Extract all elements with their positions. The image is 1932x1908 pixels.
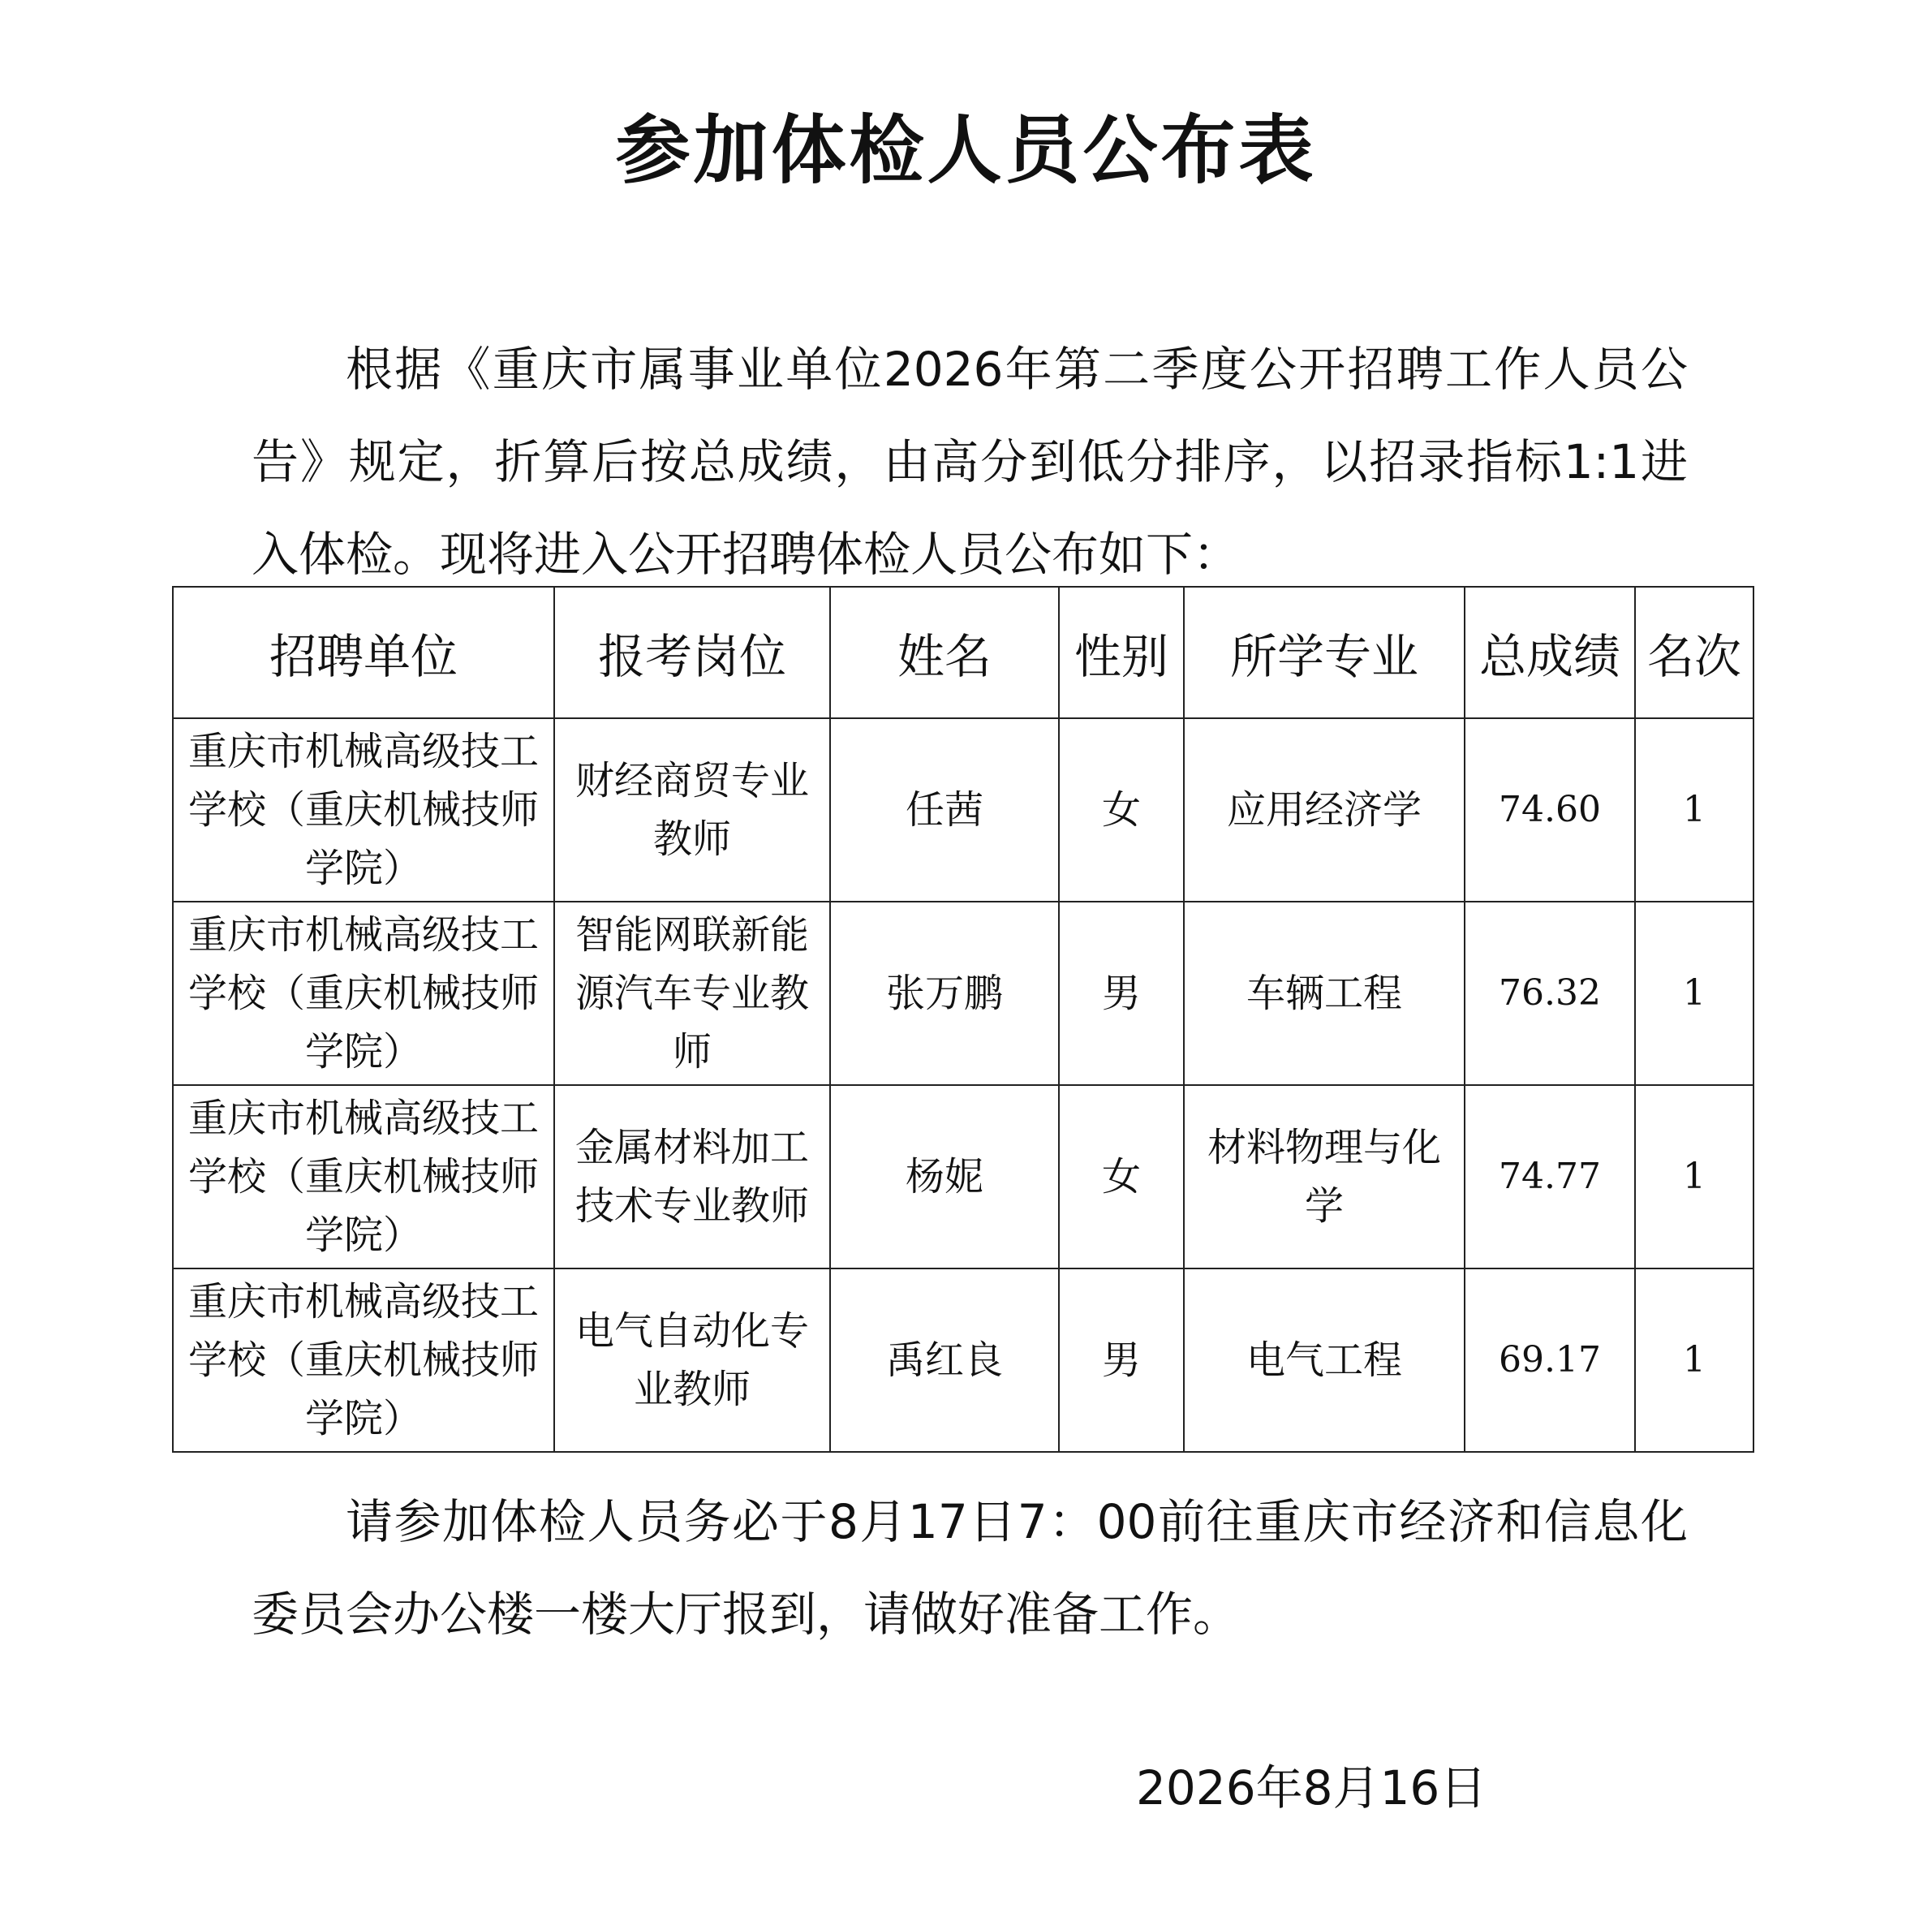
header-position: 报考岗位: [554, 587, 830, 718]
cell-position: 财经商贸专业教师: [554, 718, 830, 902]
publish-date: 2026年8月16日: [1136, 1760, 1487, 1815]
cell-position: 电气自动化专业教师: [554, 1268, 830, 1452]
cell-unit: 重庆市机械高级技工学校（重庆机械技师学院）: [173, 902, 554, 1085]
cell-rank: 1: [1635, 902, 1753, 1085]
intro-paragraph: 根据《重庆市属事业单位2026年第二季度公开招聘工作人员公告》规定，折算后按总成绩，由高分到低分排序，以招录指标1:1进入体检。现将进入公开招聘体检人员公布如下：: [252, 342, 1688, 582]
table-row: [173, 718, 1753, 902]
cell-rank: 1: [1635, 1268, 1753, 1452]
table-header-row: [173, 587, 1753, 718]
cell-position: 智能网联新能源汽车专业教师: [554, 902, 830, 1085]
cell-major: 材料物理与化学: [1184, 1085, 1465, 1268]
header-rank: 名次: [1635, 587, 1753, 718]
cell-position: 金属材料加工技术专业教师: [554, 1085, 830, 1268]
cell-gender: 男: [1059, 902, 1184, 1085]
cell-major: 应用经济学: [1184, 718, 1465, 902]
table-row: [173, 1268, 1753, 1452]
cell-rank: 1: [1635, 718, 1753, 902]
cell-score: 76.32: [1465, 902, 1635, 1085]
header-major: 所学专业: [1184, 587, 1465, 718]
cell-unit: 重庆市机械高级技工学校（重庆机械技师学院）: [173, 1085, 554, 1268]
cell-score: 74.60: [1465, 718, 1635, 902]
cell-name: 张万鹏: [830, 902, 1059, 1085]
header-name: 姓名: [830, 587, 1059, 718]
cell-major: 车辆工程: [1184, 902, 1465, 1085]
medical-exam-table: [172, 586, 1754, 1453]
cell-gender: 女: [1059, 718, 1184, 902]
cell-name: 禹红良: [830, 1268, 1059, 1452]
notice-paragraph: 请参加体检人员务必于8月17日7：00前往重庆市经济和信息化委员会办公楼一楼大厅报到，请做好准备工作。: [252, 1494, 1688, 1642]
cell-major: 电气工程: [1184, 1268, 1465, 1452]
cell-gender: 男: [1059, 1268, 1184, 1452]
header-score: 总成绩: [1465, 587, 1635, 718]
table-row: [173, 902, 1753, 1085]
header-unit: 招聘单位: [173, 587, 554, 718]
header-gender: 性别: [1059, 587, 1184, 718]
cell-gender: 女: [1059, 1085, 1184, 1268]
cell-score: 69.17: [1465, 1268, 1635, 1452]
cell-unit: 重庆市机械高级技工学校（重庆机械技师学院）: [173, 1268, 554, 1452]
cell-name: 任茜: [830, 718, 1059, 902]
table-row: [173, 1085, 1753, 1268]
document-title: 参加体检人员公布表: [615, 106, 1317, 194]
cell-name: 杨妮: [830, 1085, 1059, 1268]
cell-score: 74.77: [1465, 1085, 1635, 1268]
cell-rank: 1: [1635, 1085, 1753, 1268]
cell-unit: 重庆市机械高级技工学校（重庆机械技师学院）: [173, 718, 554, 902]
